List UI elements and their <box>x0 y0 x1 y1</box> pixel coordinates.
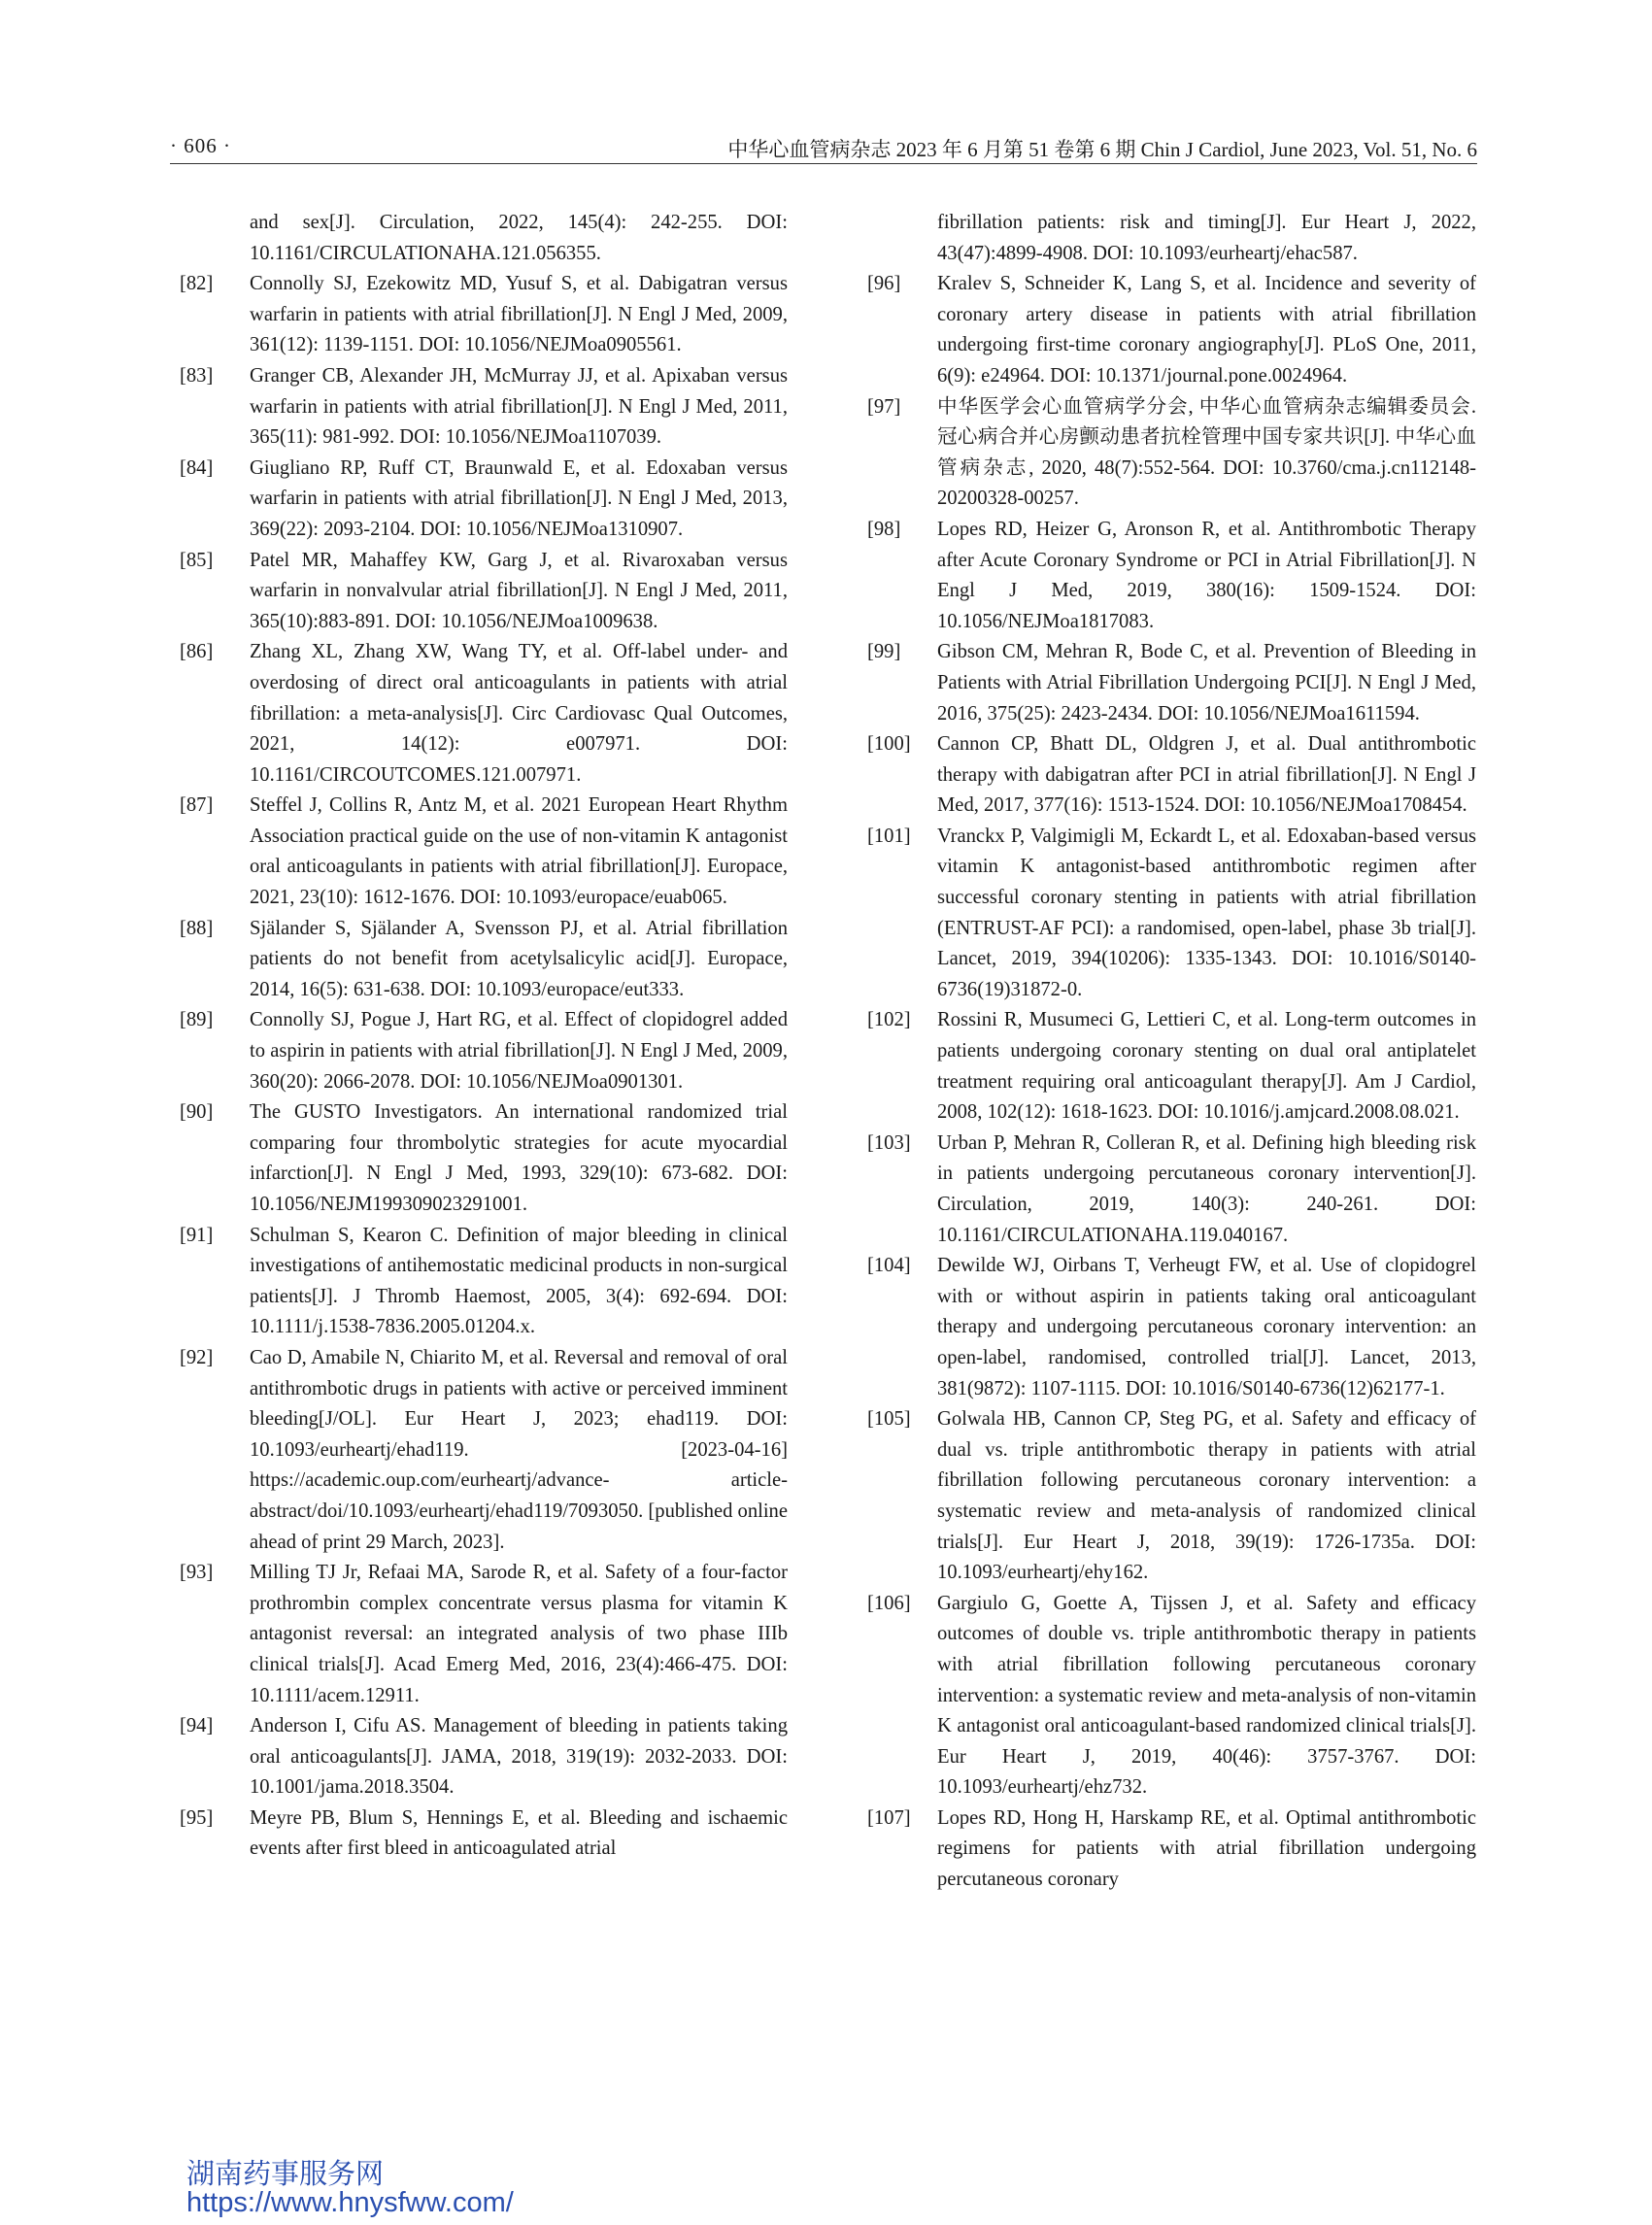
reference-text: Patel MR, Mahaffey KW, Garg J, et al. Rivaroxaban versus warfarin in nonvalvular atrial fibrillation[J]. N Engl J Med, 2011, 365(10):883-891. DOI: 10.1056/NEJMoa1009638. <box>250 549 788 632</box>
reference-number: [92] <box>180 1346 214 1368</box>
reference-item <box>867 729 1476 822</box>
reference-item <box>867 637 1476 729</box>
reference-item <box>867 1251 1476 1404</box>
reference-text: Dewilde WJ, Oirbans T, Verheugt FW, et al. Use of clopidogrel with or without aspirin in patients taking oral anticoagulant therapy and undergoing percutaneous coronary intervention: an open-label, randomised, controlled trial[J]. Lancet, 2013, 381(9872): 1107-1115. DOI: 10.1016/S0140-6736(12)62177-1. <box>937 1255 1476 1399</box>
reference-number: [88] <box>180 917 214 939</box>
reference-text: Gargiulo G, Goette A, Tijssen J, et al. Safety and efficacy outcomes of double vs. triple antithrombotic therapy in patients with atrial fibrillation following percutaneous coronary intervention: a systematic review and meta-analysis of non-vitamin K antagonist oral anticoagulant-based randomized clinical trials[J]. Eur Heart J, 2019, 40(46): 3757-3767. DOI: 10.1093/eurheartj/ehz732. <box>937 1592 1476 1799</box>
reference-number: [93] <box>180 1562 214 1584</box>
reference-number: [98] <box>867 518 901 540</box>
reference-item <box>180 269 788 361</box>
reference-text: Kralev S, Schneider K, Lang S, et al. Incidence and severity of coronary artery disease in patients with atrial fibrillation undergoing first-time coronary angiography[J]. PLoS One, 2011, 6(9): e24964. DOI: 10.1371/journal.pone.0024964. <box>937 273 1476 387</box>
reference-continuation: and sex[J]. Circulation, 2022, 145(4): 242-255. DOI: 10.1161/CIRCULATIONAHA.121.056355. <box>250 212 788 264</box>
reference-number: [101] <box>867 825 911 847</box>
reference-number: [86] <box>180 641 214 663</box>
reference-text: Milling TJ Jr, Refaai MA, Sarode R, et al. Safety of a four-factor prothrombin complex concentrate versus plasma for vitamin K antagonist reversal: an integrated analysis of two phase IIIb clinical trials[J]. Acad Emerg Med, 2016, 23(4):466-475. DOI: 10.1111/acem.12911. <box>250 1562 788 1706</box>
reference-text: Zhang XL, Zhang XW, Wang TY, et al. Off-label under- and overdosing of direct oral anticoagulants in patients with atrial fibrillation: a meta-analysis[J]. Circ Cardiovasc Qual Outcomes, 2021, 14(12): e007971. DOI: 10.1161/CIRCOUTCOMES.121.007971. <box>250 641 788 786</box>
page-header <box>170 130 1477 164</box>
reference-number: [94] <box>180 1715 214 1737</box>
reference-list <box>867 269 1476 1895</box>
reference-item <box>180 1804 788 1865</box>
reference-number: [96] <box>867 273 901 295</box>
reference-number: [87] <box>180 794 214 817</box>
reference-item <box>180 1097 788 1220</box>
reference-item <box>180 1221 788 1343</box>
reference-number: [99] <box>867 641 901 663</box>
reference-text: The GUSTO Investigators. An international randomized trial comparing four thrombolytic strategies for acute myocardial infarction[J]. N Engl J Med, 1993, 329(10): 673-682. DOI: 10.1056/NEJM199309023291001. <box>250 1101 788 1215</box>
reference-number: [82] <box>180 273 214 295</box>
reference-number: [85] <box>180 549 214 571</box>
reference-number: [83] <box>180 364 214 387</box>
reference-number: [90] <box>180 1101 214 1124</box>
reference-item <box>867 515 1476 637</box>
reference-text: Urban P, Mehran R, Colleran R, et al. Defining high bleeding risk in patients undergoing percutaneous coronary intervention[J]. Circulation, 2019, 140(3): 240-261. DOI: 10.1161/CIRCULATIONAHA.119.040167. <box>937 1131 1476 1246</box>
reference-item <box>867 1404 1476 1589</box>
reference-number: [104] <box>867 1255 911 1277</box>
reference-text: Anderson I, Cifu AS. Management of bleeding in patients taking oral anticoagulants[J]. JAMA, 2018, 319(19): 2032-2033. DOI: 10.1001/jama.2018.3504. <box>250 1715 788 1799</box>
reference-item <box>867 1129 1476 1251</box>
reference-item <box>180 1711 788 1804</box>
reference-text: Connolly SJ, Ezekowitz MD, Yusuf S, et al. Dabigatran versus warfarin in patients with atrial fibrillation[J]. N Engl J Med, 2009, 361(12): 1139-1151. DOI: 10.1056/NEJMoa0905561. <box>250 273 788 356</box>
reference-item <box>867 822 1476 1006</box>
reference-text: Rossini R, Musumeci G, Lettieri C, et al. Long-term outcomes in patients undergoing coronary stenting on dual oral antiplatelet treatment requiring oral anticoagulant therapy[J]. Am J Cardiol, 2008, 102(12): 1618-1623. DOI: 10.1016/j.amjcard.2008.08.021. <box>937 1009 1476 1124</box>
reference-text: Själander S, Själander A, Svensson PJ, et al. Atrial fibrillation patients do not benefit from acetylsalicylic acid[J]. Europace, 2014, 16(5): 631-638. DOI: 10.1093/europace/eut333. <box>250 917 788 1000</box>
reference-text: Cannon CP, Bhatt DL, Oldgren J, et al. Dual antithrombotic therapy with dabigatran after PCI in atrial fibrillation[J]. N Engl J Med, 2017, 377(16): 1513-1524. DOI: 10.1056/NEJMoa1708454. <box>937 733 1476 817</box>
reference-text: Giugliano RP, Ruff CT, Braunwald E, et al. Edoxaban versus warfarin in patients with atrial fibrillation[J]. N Engl J Med, 2013, 369(22): 2093-2104. DOI: 10.1056/NEJMoa1310907. <box>250 456 788 540</box>
reference-number: [100] <box>867 733 911 756</box>
reference-item <box>180 546 788 638</box>
reference-text: Vranckx P, Valgimigli M, Eckardt L, et al. Edoxaban-based versus vitamin K antagonist-based antithrombotic regimen after successful coronary stenting in patients with atrial fibrillation (ENTRUST-AF PCI): a randomised, open-label, phase 3b trial[J]. Lancet, 2019, 394(10206): 1335-1343. DOI: 10.1016/S0140-6736(19)31872-0. <box>937 825 1476 1000</box>
reference-number: [89] <box>180 1009 214 1031</box>
reference-item <box>180 454 788 546</box>
reference-item <box>180 637 788 791</box>
reference-text: Meyre PB, Blum S, Hennings E, et al. Bleeding and ischaemic events after first bleed in anticoagulated atrial <box>250 1806 788 1860</box>
journal-title: 中华心血管病杂志 2023 年 6 月第 51 卷第 6 期 Chin J Cardiol, June 2023, Vol. 51, No. 6 <box>727 138 1477 161</box>
reference-text: Lopes RD, Hong H, Harskamp RE, et al. Optimal antithrombotic regimens for patients with atrial fibrillation undergoing percutaneous coronary <box>937 1806 1476 1891</box>
reference-number: [95] <box>180 1806 214 1829</box>
reference-number: [107] <box>867 1806 911 1829</box>
reference-continuation: fibrillation patients: risk and timing[J]. Eur Heart J, 2022, 43(47):4899-4908. DOI: 10.1093/eurheartj/ehac587. <box>937 212 1476 264</box>
right-column <box>867 208 1476 1896</box>
reference-number: [84] <box>180 456 214 479</box>
reference-text: Gibson CM, Mehran R, Bode C, et al. Prevention of Bleeding in Patients with Atrial Fibrillation Undergoing PCI[J]. N Engl J Med, 2016, 375(25): 2423-2434. DOI: 10.1056/NEJMoa1611594. <box>937 641 1476 725</box>
reference-item <box>180 361 788 454</box>
reference-text: 中华医学会心血管病学分会, 中华心血管病杂志编辑委员会. 冠心病合并心房颤动患者抗栓管理中国专家共识[J]. 中华心血管病杂志, 2020, 48(7):552-564. DOI: 10.3760/cma.j.cn112148-20200328-00257. <box>937 395 1476 510</box>
reference-item <box>867 392 1476 515</box>
reference-number: [97] <box>867 395 901 418</box>
reference-item <box>180 791 788 913</box>
reference-text: Lopes RD, Heizer G, Aronson R, et al. Antithrombotic Therapy after Acute Coronary Syndrome or PCI in Atrial Fibrillation[J]. N Engl J Med, 2019, 380(16): 1509-1524. DOI: 10.1056/NEJMoa1817083. <box>937 518 1476 632</box>
watermark-url[interactable]: https://www.hnysfww.com/ <box>186 2187 514 2218</box>
reference-text: Connolly SJ, Pogue J, Hart RG, et al. Effect of clopidogrel added to aspirin in patients with atrial fibrillation[J]. N Engl J Med, 2009, 360(20): 2066-2078. DOI: 10.1056/NEJMoa0901301. <box>250 1009 788 1093</box>
watermark-name: 湖南药事服务网 <box>186 2157 385 2190</box>
reference-item <box>867 1005 1476 1128</box>
reference-number: [105] <box>867 1408 911 1431</box>
reference-item <box>867 269 1476 391</box>
reference-text: Schulman S, Kearon C. Definition of major bleeding in clinical investigations of antihemostatic medicinal products in non-surgical patients[J]. J Thromb Haemost, 2005, 3(4): 692-694. DOI: 10.1111/j.1538-7836.2005.01204.x. <box>250 1224 788 1338</box>
reference-number: [106] <box>867 1592 911 1614</box>
reference-item <box>180 1343 788 1558</box>
left-column <box>180 208 788 1865</box>
reference-item <box>180 914 788 1006</box>
reference-text: Golwala HB, Cannon CP, Steg PG, et al. Safety and efficacy of dual vs. triple antithrombotic therapy in patients with atrial fibrillation following percutaneous coronary intervention: a systematic review and meta-analysis of randomized clinical trials[J]. Eur Heart J, 2018, 39(19): 1726-1735a. DOI: 10.1093/eurheartj/ehy162. <box>937 1408 1476 1584</box>
page-number: · 606 · <box>170 134 231 157</box>
reference-number: [103] <box>867 1131 911 1154</box>
reference-text: Steffel J, Collins R, Antz M, et al. 2021 European Heart Rhythm Association practical guide on the use of non-vitamin K antagonist oral anticoagulants in patients with atrial fibrillation[J]. Europace, 2021, 23(10): 1612-1676. DOI: 10.1093/europace/euab065. <box>250 794 788 909</box>
reference-text: Granger CB, Alexander JH, McMurray JJ, et al. Apixaban versus warfarin in patients with atrial fibrillation[J]. N Engl J Med, 2011, 365(11): 981-992. DOI: 10.1056/NEJMoa1107039. <box>250 364 788 449</box>
reference-item <box>180 1558 788 1711</box>
reference-number: [102] <box>867 1009 911 1031</box>
reference-item <box>180 1005 788 1097</box>
reference-list <box>180 269 788 1865</box>
reference-text: Cao D, Amabile N, Chiarito M, et al. Reversal and removal of oral antithrombotic drugs in patients with active or perceived imminent bleeding[J/OL]. Eur Heart J, 2023; ehad119. DOI: 10.1093/eurheartj/ehad119. [2023-04-16] https://academic.oup.com/eurheartj/advance- article-abstract/doi/10.1093/eurheartj/ehad119/7093050. [published online ahead of print 29 March, 2023]. <box>250 1346 788 1553</box>
reference-item <box>867 1589 1476 1804</box>
reference-number: [91] <box>180 1224 214 1246</box>
reference-item <box>867 1804 1476 1896</box>
